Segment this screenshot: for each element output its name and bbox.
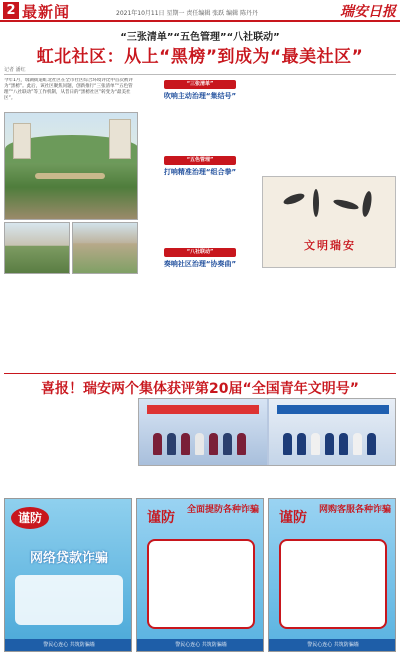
lead-column-4 [262, 270, 396, 370]
second-column-1 [4, 398, 134, 490]
lead-intro: 今年1月，瑞湖街道虹北社区在全市社区综合环境评比中首次被评为“黑榜”。此后，该社区聚焦问题，创新推行“三张清单”“五色管理”“八社联动”等工作机制，从昔日的“黑榜社区”转变为“最美社区”。 [4, 78, 133, 101]
subsection-text [144, 102, 256, 154]
poster-heading: 谨防 [147, 510, 175, 526]
page-header [0, 0, 400, 22]
subsection-banner: “五色管理” [164, 156, 236, 165]
subsection-text [144, 270, 256, 370]
anti-fraud-poster-general [136, 498, 264, 652]
community-street-photo [4, 222, 70, 274]
community-garden-photo [4, 112, 138, 220]
lead-byline: 记者 潘红 [4, 67, 26, 73]
community-building-photo [72, 222, 138, 274]
anti-fraud-poster-loan [4, 498, 132, 652]
subsection-banner: “八社联动” [164, 248, 236, 257]
lead-headline: 虹北社区：从上“黑榜”到成为“最美社区” [36, 47, 364, 67]
award-group-photo [138, 398, 396, 466]
subsection-title: 吹响主动治理“集结号” [163, 92, 237, 100]
page-number: 2 [3, 2, 19, 19]
subsection-title: 奏响社区治理“协奏曲” [163, 260, 237, 268]
poster-title: 网络贷款诈骗 [29, 551, 108, 566]
section-name: 最新闻 [22, 3, 71, 21]
lead-column-1 [4, 278, 138, 370]
newspaper-logo: 瑞安日报 [340, 4, 396, 20]
poster-footer: 警民心连心 共筑防骗墙 [269, 639, 396, 651]
lead-column-3 [262, 80, 396, 174]
anti-fraud-poster-shopping [268, 498, 396, 652]
lead-kicker: “三张清单”“五色管理”“八社联动” [120, 32, 280, 43]
divider [4, 74, 396, 75]
poster-footer: 警民心连心 共筑防骗墙 [5, 639, 132, 651]
section-divider [4, 373, 396, 374]
poster-title: 全面提防各种诈骗 [186, 505, 259, 515]
calligraphy-photo [262, 176, 396, 268]
poster-heading: 谨防 [11, 507, 49, 529]
second-headline: 喜报！瑞安两个集体获评第20届“全国青年文明号” [41, 381, 359, 397]
second-body [138, 468, 396, 492]
poster-heading: 谨防 [279, 510, 307, 526]
issue-meta: 2021年10月11日 星期一 责任编辑 张跃 编辑 陈丹丹 [116, 10, 259, 17]
poster-title: 网购客服各种诈骗 [318, 505, 391, 515]
subsection-title: 打响精准治理“组合拳” [163, 168, 237, 176]
art-caption: 文明瑞安 [304, 239, 356, 252]
subsection-banner: “三张清单” [164, 80, 236, 89]
poster-footer: 警民心连心 共筑防骗墙 [137, 639, 264, 651]
subsection-text [144, 178, 256, 246]
